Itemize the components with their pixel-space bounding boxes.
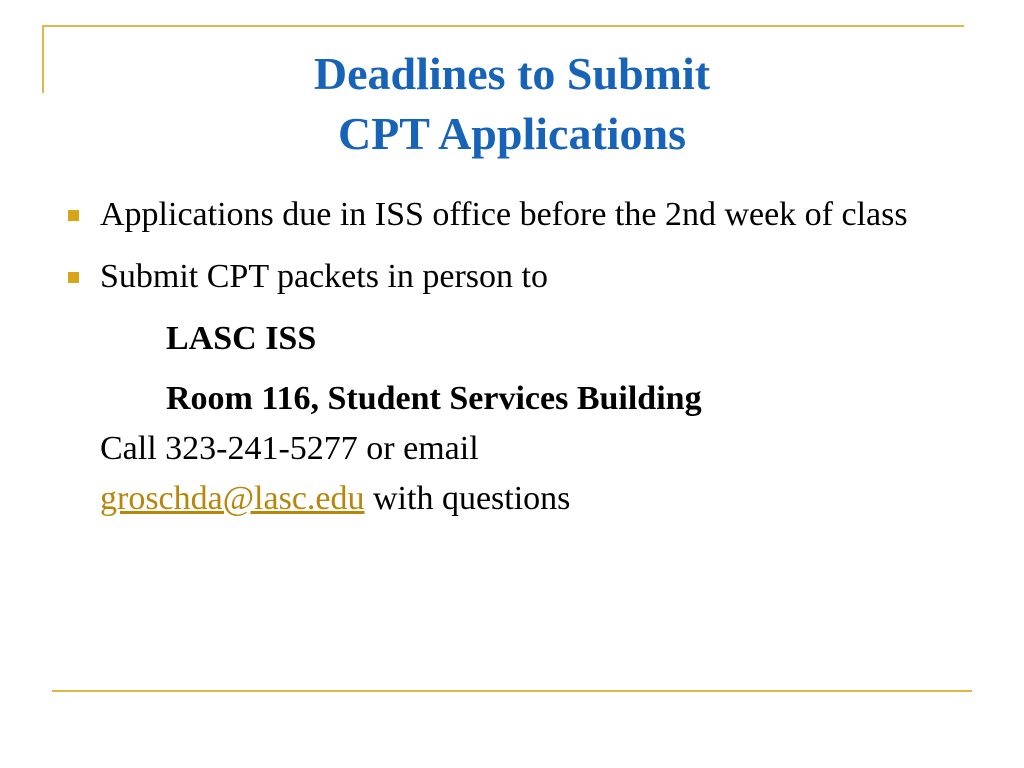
bullet-item-2 [60,252,960,302]
title-line-2: CPT Applications [337,108,687,159]
contact-suffix: with questions [373,480,571,517]
bullet-text-1: Applications due in ISS office before the 2nd week of class [100,196,908,233]
slide-body [60,190,960,524]
contact-line [60,424,960,524]
contact-prefix: Call 323-241-5277 or email [100,430,479,467]
office-location: Room 116, Student Services Building [166,380,702,417]
bullet-item-1 [60,190,960,240]
frame-bottom-line [52,690,972,692]
frame-top-line [42,25,964,27]
title-line-1: Deadlines to Submit [313,48,711,99]
email-link[interactable]: groschda@lasc.edu [100,480,365,517]
square-bullet-icon [68,210,79,221]
square-bullet-icon [68,272,79,283]
bullet-text-2: Submit CPT packets in person to [100,258,548,295]
slide-title [0,44,1024,164]
office-name: LASC ISS [166,320,317,357]
